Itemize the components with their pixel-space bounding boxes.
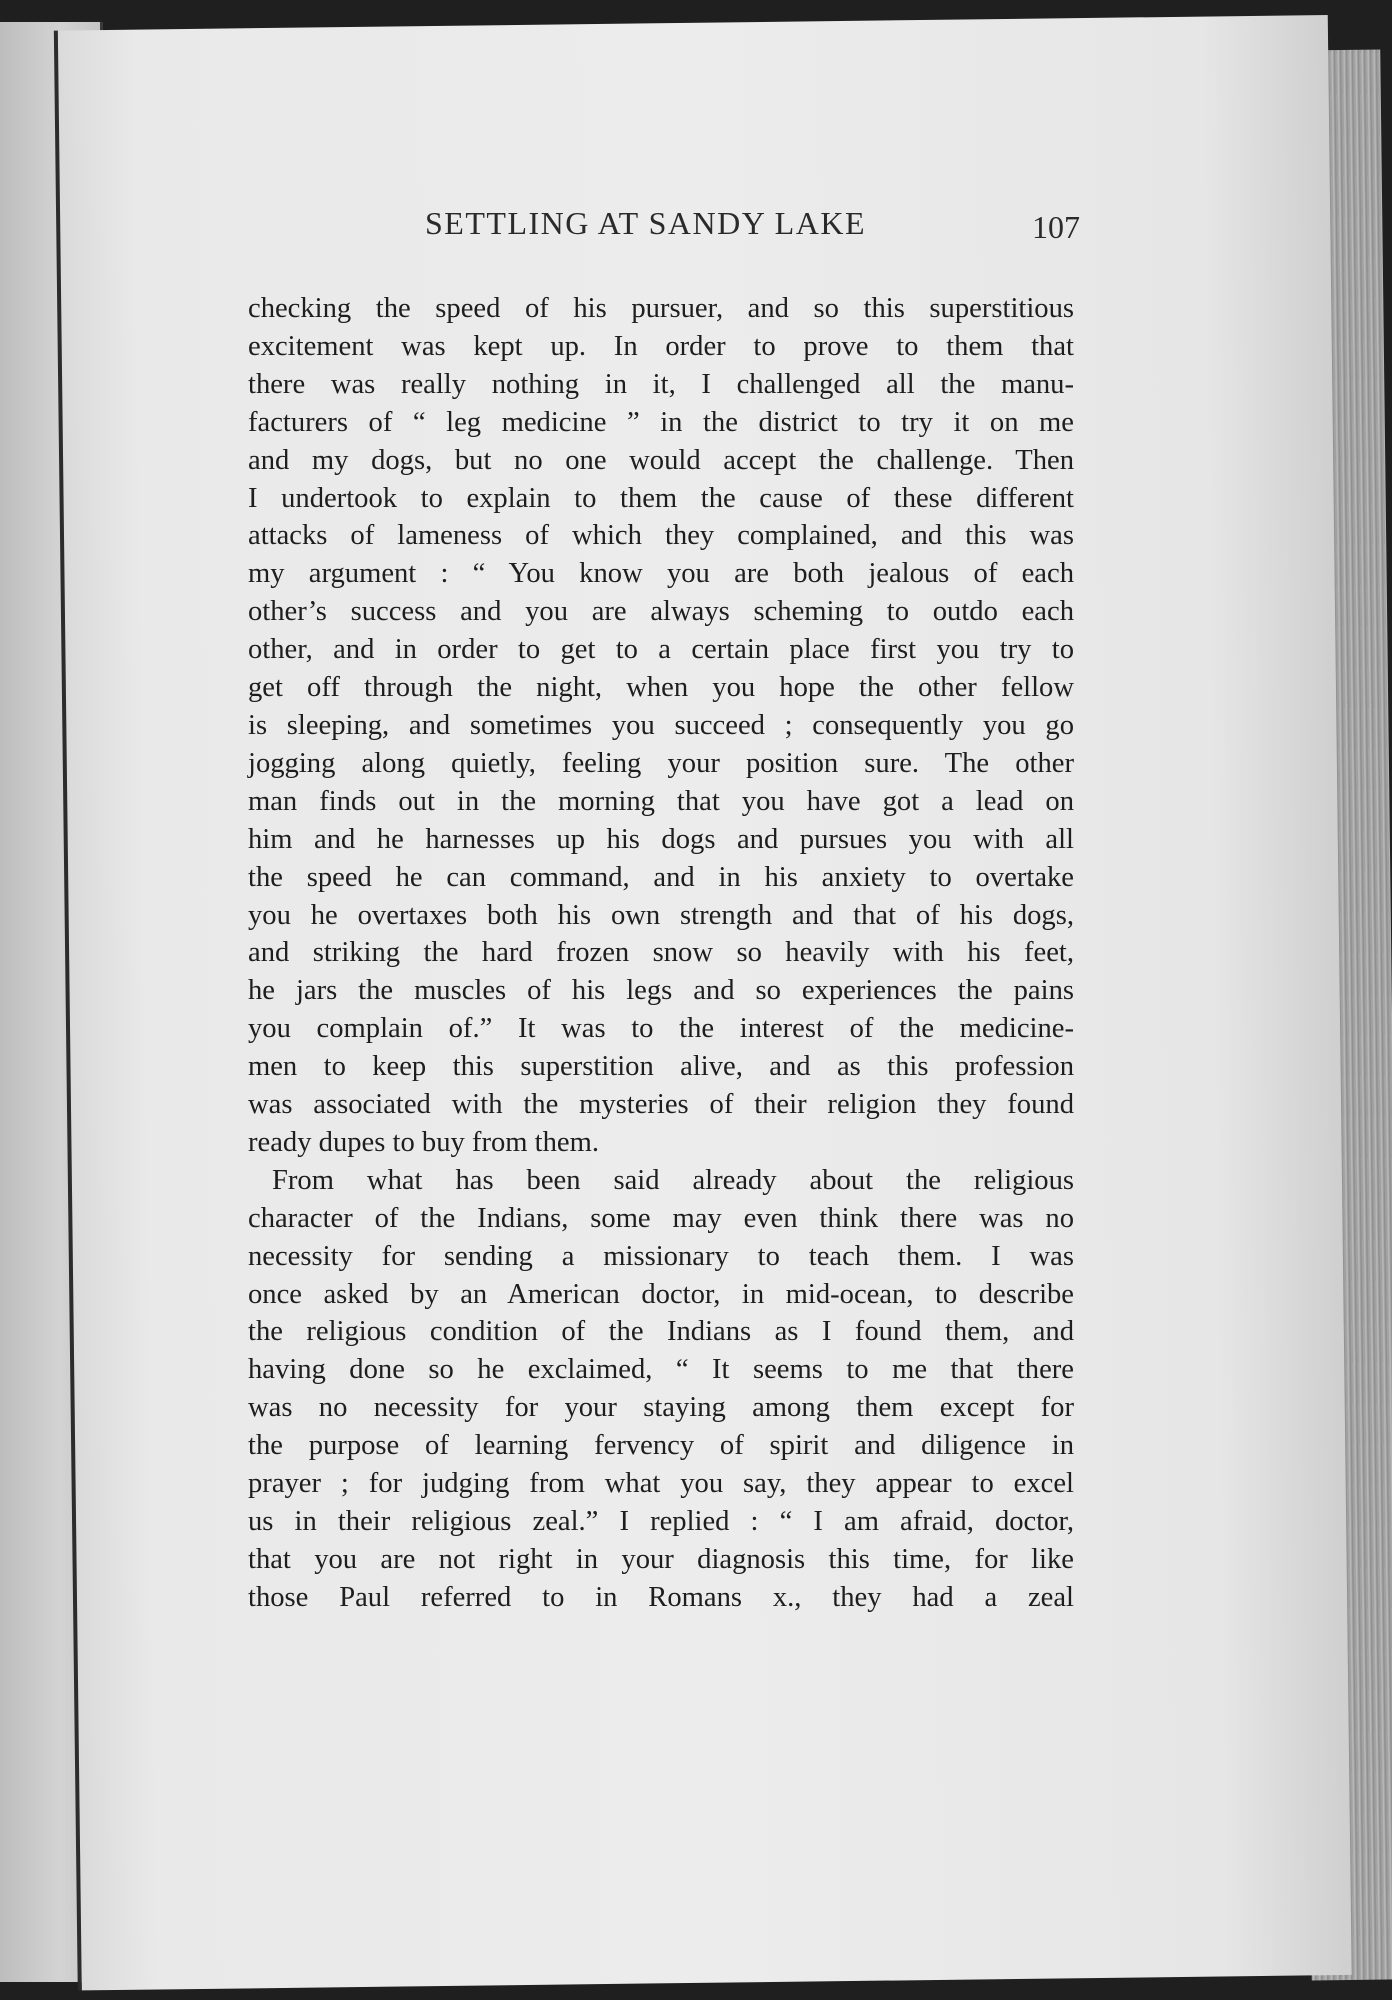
text-line: excitement was kept up. In order to prove to them that [248, 330, 1074, 362]
text-line: attacks of lameness of which they complained, and this was [248, 520, 1074, 552]
text-line: that you are not right in your diagnosis this time, for like [248, 1543, 1074, 1575]
text-line: and striking the hard frozen snow so heavily with his feet, [248, 937, 1074, 969]
text-line: ready dupes to buy from them. [248, 1126, 599, 1158]
text-line: you complain of.” It was to the interest of the medicine- [248, 1013, 1074, 1045]
text-line: and my dogs, but no one would accept the challenge. Then [248, 444, 1074, 476]
text-line: the speed he can command, and in his anxiety to overtake [248, 861, 1074, 893]
text-line: you he overtaxes both his own strength and that of his dogs, [248, 899, 1074, 931]
text-line: once asked by an American doctor, in mid-ocean, to describe [248, 1278, 1074, 1310]
text-line: there was really nothing in it, I challenged all the manu- [248, 368, 1074, 400]
text-line: checking the speed of his pursuer, and so this superstitious [248, 293, 1074, 324]
text-line: the religious condition of the Indians as I found them, and [248, 1316, 1074, 1348]
text-line: jogging along quietly, feeling your position sure. The other [248, 747, 1074, 779]
text-line: having done so he exclaimed, “ It seems to me that there [248, 1354, 1074, 1386]
text-line: prayer ; for judging from what you say, they appear to excel [248, 1468, 1074, 1500]
text-line: character of the Indians, some may even think there was no [248, 1202, 1074, 1234]
text-line: those Paul referred to in Romans x., they had a zeal [248, 1581, 1074, 1613]
text-line: necessity for sending a missionary to teach them. I was [248, 1240, 1074, 1272]
text-line: was associated with the mysteries of their religion they found [248, 1089, 1074, 1121]
page-header [300, 205, 1080, 255]
text-line: us in their religious zeal.” I replied : “ I am afraid, doctor, [248, 1506, 1074, 1537]
paragraph [248, 290, 1074, 1162]
text-line: was no necessity for your staying among them except for [248, 1392, 1074, 1424]
text-line: other’s success and you are always scheming to outdo each [248, 596, 1074, 628]
body-text [248, 290, 1074, 1617]
text-line: facturers of “ leg medicine ” in the district to try it on me [248, 406, 1074, 438]
text-line: he jars the muscles of his legs and so experiences the pains [248, 975, 1074, 1007]
text-line: the purpose of learning fervency of spirit and diligence in [248, 1430, 1074, 1462]
text-line: other, and in order to get to a certain place first you try to [248, 634, 1074, 666]
page-number: 107 [1032, 209, 1080, 245]
text-line: is sleeping, and sometimes you succeed ; consequently you go [248, 709, 1074, 741]
text-line: men to keep this superstition alive, and as this profession [248, 1051, 1074, 1083]
text-line: From what has been said already about the religious [272, 1164, 1074, 1196]
text-line: him and he harnesses up his dogs and pursues you with all [248, 823, 1074, 855]
text-line: man finds out in the morning that you have got a lead on [248, 785, 1074, 817]
text-line: I undertook to explain to them the cause of these different [248, 482, 1074, 514]
text-line: my argument : “ You know you are both jealous of each [248, 558, 1074, 590]
text-line: get off through the night, when you hope the other fellow [248, 672, 1074, 704]
running-head: SETTLING AT SANDY LAKE [425, 205, 866, 241]
paragraph [248, 1162, 1074, 1617]
